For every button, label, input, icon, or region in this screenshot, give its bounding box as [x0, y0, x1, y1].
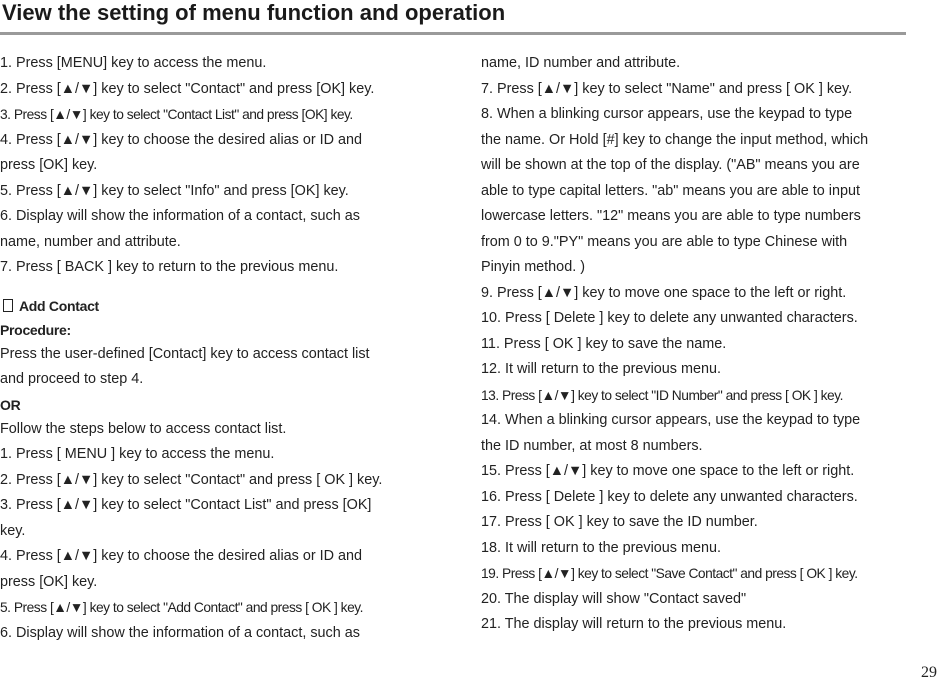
procedure-label: Procedure: [0, 321, 71, 338]
text-line: lowercase letters. "12" means you are able to type numbers [481, 208, 861, 224]
text-line: 10. Press [ Delete ] key to delete any unwanted characters. [481, 310, 858, 326]
text-line: 4. Press [▲/▼] key to choose the desired alias or ID and [0, 548, 363, 564]
text-line: 7. Press [▲/▼] key to select "Name" and press [ OK ] key. [481, 80, 853, 97]
text-line: the name. Or Hold [#] key to change the input method, which [481, 131, 869, 148]
section-heading-add-contact [0, 294, 440, 318]
text-line: 11. Press [ OK ] key to save the name. [481, 335, 727, 352]
right-column [481, 51, 921, 638]
text-line: 6. Display will show the information of a contact, such as [0, 208, 360, 224]
text-line: 7. Press [ BACK ] key to return to the previous menu. [0, 259, 339, 275]
text-line: press [OK] key. [0, 157, 98, 173]
text-line: 13. Press [▲/▼] key to select "ID Number" and press [ OK ] key. [481, 387, 843, 403]
text-line: Pinyin method. ) [481, 259, 585, 275]
text-line: 2. Press [▲/▼] key to select "Contact" and press [OK] key. [0, 80, 375, 97]
text-line: Press the user-defined [Contact] key to access contact list [0, 345, 370, 362]
text-line: 18. It will return to the previous menu. [481, 539, 721, 556]
text-line: 21. The display will return to the previous menu. [481, 616, 787, 632]
text-line: able to type capital letters. "ab" means you are able to input [481, 182, 861, 199]
text-line: key. [0, 522, 26, 539]
text-line: 17. Press [ OK ] key to save the ID number. [481, 514, 758, 530]
text-line: and proceed to step 4. [0, 371, 144, 387]
text-line: 3. Press [▲/▼] key to select "Contact List" and press [OK] key. [0, 107, 353, 122]
text-line: 3. Press [▲/▼] key to select "Contact List" and press [OK] [0, 497, 372, 513]
page-title: View the setting of menu function and operation [2, 0, 506, 25]
text-line: from 0 to 9."PY" means you are able to type Chinese with [481, 233, 848, 250]
section-title: Add Contact [19, 297, 99, 314]
text-line: press [OK] key. [0, 573, 98, 590]
text-line: 4. Press [▲/▼] key to choose the desired alias or ID and [0, 131, 363, 148]
text-line: 9. Press [▲/▼] key to move one space to the left or right. [481, 284, 847, 301]
text-line: 16. Press [ Delete ] key to delete any unwanted characters. [481, 488, 858, 505]
left-column [0, 51, 440, 646]
text-line: name, ID number and attribute. [481, 55, 681, 71]
checkbox-square-icon [3, 299, 13, 312]
text-line: 5. Press [▲/▼] key to select "Add Contact" and press [ OK ] key. [0, 600, 363, 615]
text-line: 5. Press [▲/▼] key to select "Info" and press [OK] key. [0, 182, 349, 199]
text-line: Follow the steps below to access contact list. [0, 420, 287, 437]
text-line: 15. Press [▲/▼] key to move one space to the left or right. [481, 463, 855, 479]
text-line: the ID number, at most 8 numbers. [481, 437, 703, 454]
text-line: will be shown at the top of the display. ("AB" means you are [481, 157, 860, 173]
text-line: 12. It will return to the previous menu. [481, 361, 721, 377]
text-line: name, number and attribute. [0, 233, 181, 250]
text-line: 1. Press [ MENU ] key to access the menu. [0, 446, 275, 462]
text-line: 2. Press [▲/▼] key to select "Contact" and press [ OK ] key. [0, 471, 383, 488]
text-line: 14. When a blinking cursor appears, use the keypad to type [481, 412, 861, 428]
text-line: 8. When a blinking cursor appears, use the keypad to type [481, 106, 853, 122]
text-line: 19. Press [▲/▼] key to select "Save Contact" and press [ OK ] key. [481, 566, 858, 581]
text-line: 1. Press [MENU] key to access the menu. [0, 55, 267, 71]
page-number: 29 [921, 664, 937, 681]
text-line: 6. Display will show the information of a contact, such as [0, 624, 360, 641]
title-divider [0, 32, 906, 35]
or-label: OR [0, 396, 21, 413]
text-line: 20. The display will show "Contact saved" [481, 590, 747, 607]
